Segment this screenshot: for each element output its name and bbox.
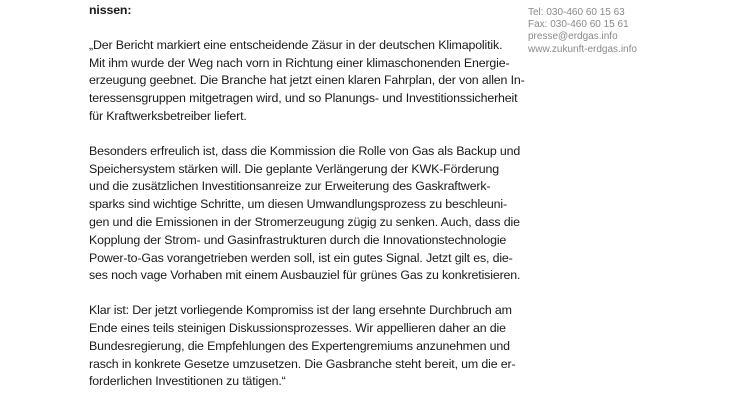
press-release-body bbox=[89, 2, 525, 408]
text-line: gen und die Emissionen in der Stromerzeugung zügig zu senken. Auch, dass die bbox=[89, 214, 520, 229]
text-line: ses noch vage Vorhaben mit einem Ausbauziel für grünes Gas zu konkretisieren. bbox=[89, 268, 521, 283]
text-line: „Der Bericht markiert eine entscheidende Zäsur in der deutschen Klimapolitik. bbox=[89, 37, 503, 52]
text-line: für Kraftwerksbetreiber liefert. bbox=[89, 108, 247, 123]
paragraph-2 bbox=[89, 143, 521, 285]
text-line: erzeugung geebnet. Die Branche hat jetzt einen klaren Fahrplan, der von allen In- bbox=[89, 73, 525, 88]
text-line: rasch in konkrete Gesetze umzusetzen. Die Gasbranche steht bereit, um die er- bbox=[89, 356, 516, 371]
text-line: Klar ist: Der jetzt vorliegende Kompromiss ist der lang ersehnte Durchbruch am bbox=[89, 303, 512, 318]
text-line: Besonders erfreulich ist, dass die Kommission die Rolle von Gas als Backup und bbox=[89, 143, 521, 158]
paragraph-1 bbox=[89, 37, 525, 126]
text-line: forderlichen Investitionen zu tätigen.“ bbox=[89, 374, 286, 389]
text-line: Mit ihm wurde der Weg nach vorn in Richtung einer klimaschonenden Energie- bbox=[89, 55, 510, 70]
text-line: Bundesregierung, die Empfehlungen des Expertengremiums anzunehmen und bbox=[89, 338, 510, 353]
text-line: Kopplung der Strom- und Gasinfrastrukturen durch die Innovationstechnologie bbox=[89, 232, 507, 247]
text-line: Power-to-Gas vorangetrieben werden soll, ist ein gutes Signal. Jetzt gilt es, die- bbox=[89, 250, 513, 265]
contact-website-link[interactable]: www.zukunft-erdgas.info bbox=[528, 43, 637, 55]
contact-fax: Fax: 030-460 60 15 61 bbox=[528, 19, 629, 31]
section-heading: nissen: bbox=[89, 3, 132, 17]
contact-phone: Tel: 030-460 60 15 63 bbox=[528, 7, 625, 18]
text-line: und die zusätzlichen Investitionsanreize zur Erweiterung des Gaskraftwerk- bbox=[89, 179, 491, 194]
contact-sidebar bbox=[528, 7, 637, 56]
text-line: sparks sind wichtige Schritte, um diesen Umwandlungsprozess zu beschleuni- bbox=[89, 197, 507, 212]
text-line: Ende eines teils steinigen Diskussionsprozesses. Wir appellieren daher an die bbox=[89, 320, 506, 335]
text-line: Speichersystem stärken will. Die geplante Verlängerung der KWK-Förderung bbox=[89, 161, 499, 176]
paragraph-3 bbox=[89, 302, 516, 391]
contact-email-link[interactable]: presse@erdgas.info bbox=[528, 31, 618, 43]
text-line: teressensgruppen mitgetragen wird, und so Planungs- und Investitionssicherheit bbox=[89, 91, 518, 106]
